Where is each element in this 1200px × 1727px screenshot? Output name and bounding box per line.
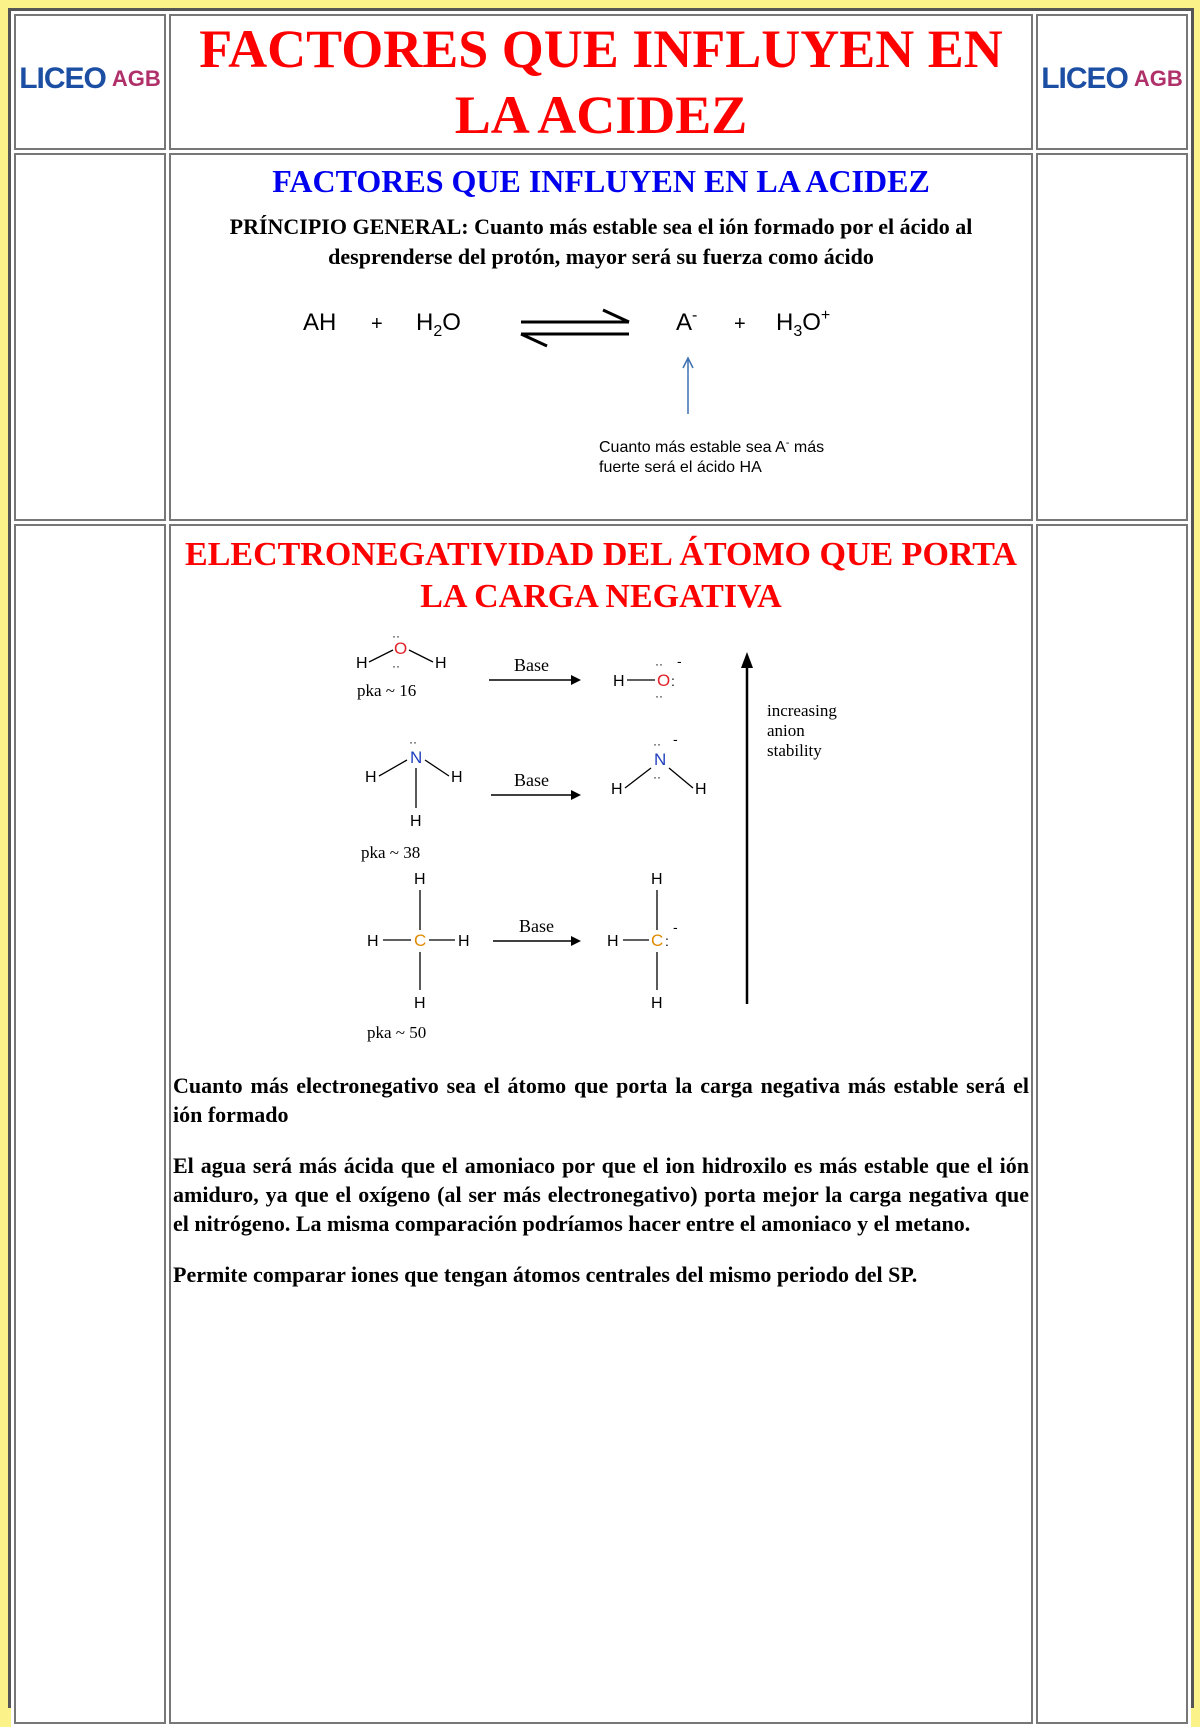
section1-row [14,153,1188,521]
logo-brand: LICEO [19,62,106,95]
pka-water: pka ~ 16 [357,681,417,700]
atom-h: H [458,933,470,950]
plus-sign: + [734,313,746,335]
hydroxide-ion [613,653,682,703]
electronegativity-diagram [171,626,961,1071]
atom-h: H [414,995,426,1012]
logo-brand: LICEO [1041,62,1128,95]
lone-pair: : [665,933,669,949]
section2-row [14,524,1188,1724]
section1-right-cell [1036,153,1188,521]
atom-h: H [414,871,426,888]
paragraph: Cuanto más electronegativo sea el átomo que porta la carga negativa más estable será el ión formado [173,1073,1029,1127]
product-hydronium: $H_3O^+$ [776,307,831,340]
methane-molecule [367,871,470,1042]
atom-h: H [410,813,422,830]
ammonia-molecule [361,735,463,862]
section2-left-cell [14,524,166,1724]
lone-pair: ·· [653,737,661,751]
lone-pair: : [671,673,675,689]
atom-h: H [611,781,623,798]
pka-methane: pka ~ 50 [367,1023,427,1042]
section2-right-cell [1036,524,1188,1724]
pka-ammonia: pka ~ 38 [361,843,421,862]
paragraph: Permite comparar iones que tengan átomos centrales del mismo periodo del SP. [173,1262,918,1287]
pointer-arrow-icon [683,358,693,414]
section1-content-cell [169,153,1033,521]
header-right-cell [1036,14,1188,150]
negative-charge: - [673,731,678,747]
lone-pair: ·· [653,770,661,784]
acid-equilibrium-equation [171,272,961,472]
lone-pair: ·· [409,735,417,749]
atom-h: H [651,871,663,888]
carbanion [607,871,678,1012]
negative-charge: - [677,653,682,669]
water-molecule [356,629,447,700]
lone-pair: ·· [655,657,663,671]
logo-sub: AGB [111,66,161,91]
base-label: Base [519,916,554,936]
atom-o: O [657,671,671,690]
base-label: Base [514,770,549,790]
page-title: FACTORES QUE INFLUYEN EN LA ACIDEZ [199,19,1003,145]
amide-ion [611,731,707,798]
atom-c: C [651,931,664,950]
lone-pair: ·· [392,629,400,643]
stability-label-line3: stability [767,741,822,760]
lone-pair: ·· [392,659,400,673]
atom-h: H [365,769,377,786]
paragraph: El agua será más ácida que el amoniaco por que el ion hidroxilo es más estable que el ión amiduro, ya que el oxígeno (al ser más electronegativo) porta mejor la carga negativa que el nitrógeno. La misma comparación podríamos hacer entre el amoniaco y el metano. [173,1153,1029,1236]
section2-content-cell [169,524,1033,1724]
atom-h: H [451,769,463,786]
atom-c: C [414,931,427,950]
section1-heading: FACTORES QUE INFLUYEN EN LA ACIDEZ [272,163,930,199]
section2-heading: ELECTRONEGATIVIDAD DEL ÁTOMO QUE PORTA LA CARGA NEGATIVA [185,536,1017,615]
general-principle: PRÍNCIPIO GENERAL: Cuanto más estable sea el ión formado por el ácido al desprenderse del protón, mayor será su fuerza como ácido [229,214,973,269]
negative-charge: - [673,919,678,935]
equilibrium-arrows-icon [521,310,629,346]
stability-note-line2: fuerte será el ácido HA [599,459,762,472]
reactant-water: $H_2O$ [416,309,461,340]
product-anion: A- [676,307,698,336]
reaction-arrow-icon [489,675,581,685]
atom-h: H [651,995,663,1012]
atom-o: O [394,639,408,658]
atom-h: H [613,673,625,690]
header-title-cell [169,14,1033,150]
section1-left-cell [14,153,166,521]
reaction-arrow-icon [491,790,581,800]
atom-n: N [410,748,423,767]
atom-h: H [695,781,707,798]
stability-label-line2: anion [767,721,805,740]
header-row [14,14,1188,150]
atom-h: H [607,933,619,950]
header-left-cell [14,14,166,150]
lone-pair: ·· [655,689,663,703]
stability-arrow-icon [741,652,753,1004]
reactant-ah: AH [303,309,337,336]
atom-n: N [654,750,667,769]
stability-label-line1: increasing [767,701,837,720]
reaction-arrow-icon [493,936,581,946]
logo-left [16,16,164,142]
atom-h: H [367,933,379,950]
logo-sub: AGB [1133,66,1183,91]
plus-sign: + [371,313,383,335]
atom-h: H [356,655,368,672]
layout-table [11,11,1191,1727]
atom-h: H [435,655,447,672]
page-frame [8,8,1194,1708]
stability-note-line1: Cuanto más estable sea A- más [599,437,825,456]
base-label: Base [514,655,549,675]
logo-right [1038,16,1186,142]
